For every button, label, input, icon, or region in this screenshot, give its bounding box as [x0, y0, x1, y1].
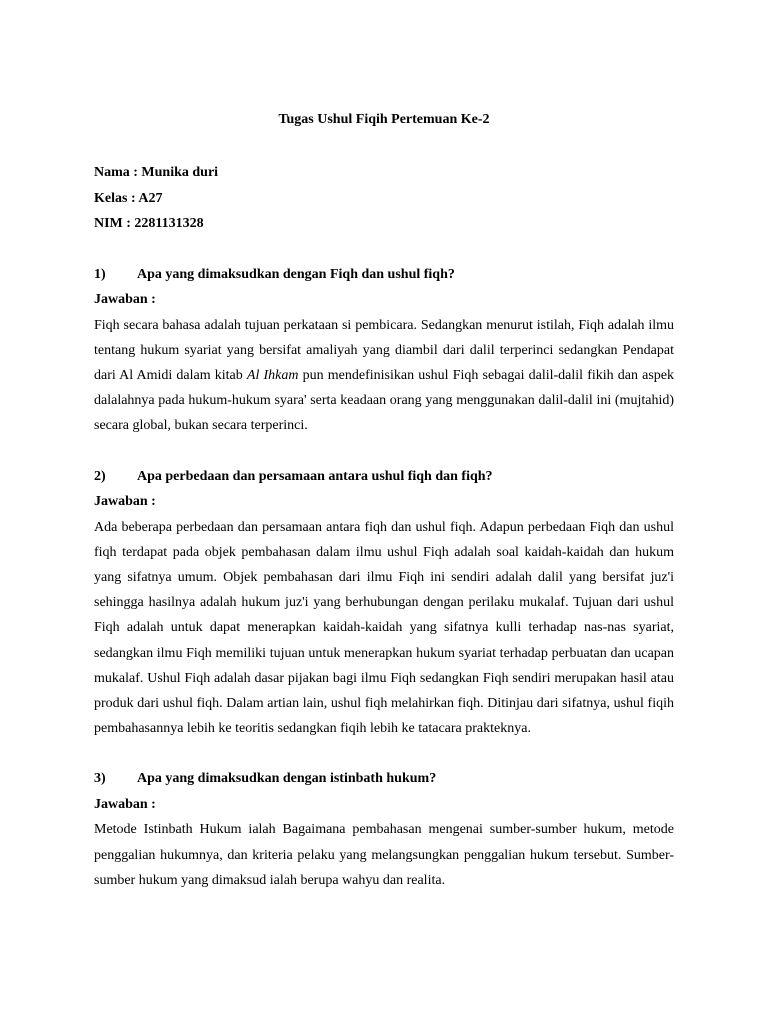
answer-label: Jawaban : — [94, 494, 156, 510]
answer-1 — [94, 313, 674, 439]
student-class: Kelas : A27 — [94, 190, 163, 206]
answer-text: pun mendefinisikan ushul Fiqh sebagai dalil-dalil fikih dan aspek dalalahnya pada hukum-hukum syara' serta keadaan orang yang menggunakan dalil-dalil ini (mujtahid) secara global, bukan secara terperinci. — [94, 367, 675, 434]
section-3 — [94, 766, 674, 893]
question-text: Apa yang dimaksudkan dengan istinbath hukum? — [137, 771, 437, 787]
answer-label: Jawaban : — [94, 796, 156, 812]
answer-2: Ada beberapa perbedaan dan persamaan antara fiqh dan ushul fiqh. Adapun perbedaan Fiqh dan ushul fiqh terdapat pada objek pembahasan dalam ilmu ushul Fiqh adalah soal kaidah-kaidah dan hukum yang sifatnya umum. Objek pembahasan dari ilmu Fiqh ini sendiri adalah dalil yang bersifat juz'i sehingga hasilnya adalah hukum juz'i yang berhubungan dengan perilaku mukalaf. Tujuan dari ushul Fiqh adalah untuk dapat menerapkan kaidah-kaidah yang sifatnya kulli terhadap nas-nas syariat, sedangkan ilmu Fiqh memiliki tujuan untuk menerapkan hukum syariat terhadap perbuatan dan ucapan mukalaf. Ushul Fiqh adalah dasar pijakan bagi ilmu Fiqh sedangkan Fiqh sendiri merupakan hasil atau produk dari ushul fiqh. Dalam artian lain, ushul fiqh melahirkan fiqh. Ditinjau dari sifatnya, ushul fiqih pembahasannya lebih ke teoritis sedangkan fiqih lebih ke tatacara prakteknya. — [94, 519, 674, 737]
question-number: 1) — [94, 266, 106, 282]
section-1 — [94, 262, 674, 439]
question-number: 2) — [94, 468, 106, 484]
answer-3: Metode Istinbath Hukum ialah Bagaimana pembahasan mengenai sumber-sumber hukum, metode penggalian hukumnya, dan kriteria pelaku yang melangsungkan penggalian hukum tersebut. Sumber-sumber hukum yang dimaksud ialah berupa wahyu dan realita. — [94, 822, 674, 888]
question-3 — [94, 766, 674, 792]
question-2 — [94, 464, 674, 490]
question-number: 3) — [94, 771, 106, 787]
student-name: Nama : Munika duri — [94, 165, 219, 180]
student-nim: NIM : 2281131328 — [94, 216, 204, 231]
answer-italic-term: Al Ihkam — [246, 367, 299, 383]
question-1 — [94, 262, 674, 288]
document-title: Tugas Ushul Fiqih Pertemuan Ke-2 — [278, 112, 490, 127]
answer-text: Fiqh secara bahasa adalah tujuan perkataan si pembicara. Sedangkan menurut istilah, Fiqh adalah ilmu tentang hukum syariat yang bersifat amaliyah yang diambil dari dalil terperinci sedangkan Pendapat dari Al Amidi dalam kitab — [94, 317, 674, 383]
section-2 — [94, 464, 674, 742]
question-text: Apa perbedaan dan persamaan antara ushul fiqh dan fiqh? — [137, 468, 493, 484]
question-text: Apa yang dimaksudkan dengan Fiqh dan ushul fiqh? — [137, 266, 455, 282]
student-info — [94, 160, 674, 237]
answer-label: Jawaban : — [94, 292, 156, 307]
